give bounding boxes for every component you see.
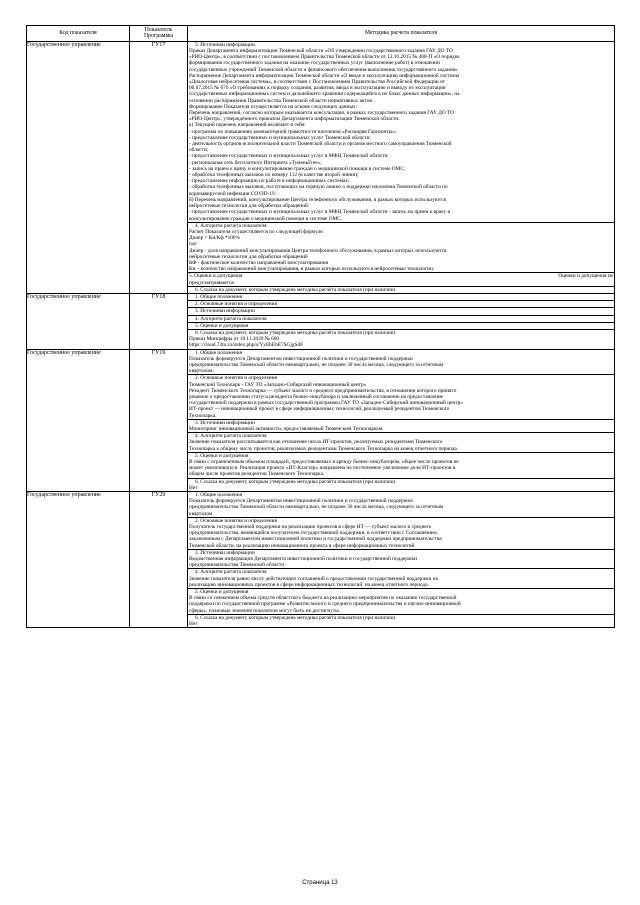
assumptions-right-text: Оценки и допущения не (558, 273, 613, 280)
methodology-section (188, 42, 614, 223)
section-heading: 4. Алгоритм расчета показателя (195, 222, 267, 229)
methodology-section (188, 492, 614, 518)
header-methodology: Методика расчета показателя (188, 26, 615, 42)
indicator-code-cell: Государственное управление (27, 293, 130, 349)
section-heading: 6. Ссылка на документ, которым утверждена методика расчёта показателя (при наличии) (195, 286, 396, 293)
section-text-line: Кн – количество направлений консультирования, в рамках которых используются нейросетевые технологии. (189, 266, 435, 273)
section-text-line: где: (189, 241, 198, 248)
section-heading: 2. Основные понятия и определения (195, 375, 277, 382)
program-indicator-cell: ГУ20 (130, 492, 188, 628)
table-header-row (27, 26, 615, 42)
header-program-indicator: Показатель Программы (130, 26, 188, 42)
section-text-line: Формирование Показателя осуществляется на основе следующих данных: (189, 103, 358, 110)
section-text-line: Нет (189, 621, 198, 628)
section-text-line: В связи с ограниченным объемом площадей, предоставляемых в аренду бизнес-инкубатором, общее число проектов не (189, 459, 459, 466)
section-heading: 2. Основные понятия и определения (195, 517, 277, 524)
section-text-line: - предоставление государственных и муниципальных услуг в МФЦ Тюменской области; (189, 153, 389, 160)
methodology-cell (188, 492, 615, 628)
methodology-section (188, 308, 614, 315)
section-text-line: Технопарка к общему числу проектов, реализуемых резидентами Тюменского Технопарка на конец отчетного периода. (189, 445, 459, 452)
section-text-line: б) Перечень направлений, консультирование Центра телефонного обслуживания, в рамках которых используются (189, 196, 446, 203)
section-heading: 2. Основные понятия и определения (195, 301, 277, 308)
section-text-line: коронавирусной инфекции COVID-19. (189, 190, 277, 197)
program-indicator-cell: ГУ17 (130, 41, 188, 293)
program-indicator-cell: ГУ18 (130, 293, 188, 349)
methodology-section (188, 330, 614, 349)
section-text-line: кварталом. (189, 368, 214, 375)
section-text-line: - обработка телефонных вызовов, поступающих на горячую линию о поддержке населения Тюменской области по (189, 184, 448, 191)
methodology-section (188, 294, 614, 301)
section-text-line: области; (189, 147, 209, 154)
section-text-line: - предоставление государственных и муниципальных услуг Тюменской области; (189, 134, 371, 141)
methodology-section (188, 273, 614, 286)
section-text-line: сферы», плановые значения показателя могут быть не достигнуты. (189, 607, 341, 614)
header-indicator-code: Код показателя (27, 26, 130, 42)
section-text-line: Показатель формируется Департаментом инвестиционной политики и государственной поддержки (189, 498, 413, 505)
section-heading: 3. Источники информации (195, 419, 255, 426)
methodology-section (188, 301, 614, 308)
methodology-section (188, 453, 614, 479)
section-text-line: Резидент Тюменского Технопарка — субъект малого и среднего предпринимательства, в отношении которого принято (189, 387, 457, 394)
section-text-line: реализацию инновационных проектов в сфере информационных технологий, на конец отчетного периода. (189, 581, 429, 588)
section-heading: 1. Общие положения (195, 293, 243, 300)
section-text-line: - предоставление информации по работе в информационных системах; (189, 178, 350, 185)
section-text-line: поддержки по государственной программе «Развитие малого и среднего предпринимательства и научно-инновационной (189, 601, 461, 608)
section-text-line: «РИО-Центр», в соответствии с постановлением Правительства Тюменской области от 12.10.2015 № 468-П «О порядке (189, 54, 460, 61)
section-text-line: Нет (189, 484, 198, 491)
section-text-line: - предоставление государственных и муниципальных услуг в МФЦ Тюменской области - запись на прием к врачу и (189, 209, 451, 216)
section-text-line: Распоряжение Департамента информатизации Тюменской области «О вводе в эксплуатацию информационной системы (189, 72, 460, 79)
methodology-section (188, 433, 614, 453)
section-text-line: «РИО-Центр», утверждённого приказом Департамента информатизации Тюменской области: (189, 116, 400, 123)
section-text-line: Днапр - доля направлений консультирования Центра телефонного обслуживания, в рамках которых используются (189, 247, 447, 254)
methodology-section (188, 316, 614, 323)
section-text-line: Получатель государственной поддержки на реализацию проектов в сфере ИТ — субъект малого и среднего (189, 524, 432, 531)
section-text-line: Расчет Показателя осуществляется по следующей формуле: (189, 228, 325, 235)
section-heading: 1. Общие положения (195, 492, 243, 499)
table-row (27, 492, 615, 628)
methodology-cell (188, 293, 615, 349)
section-heading: 4. Алгоритм расчета показателя (195, 569, 267, 576)
section-text-line: государственных информационных систем и дальнейшего хранения содержащейся в их базах данных информации», на (189, 91, 460, 98)
section-heading: 6. Ссылка на документ, которым утверждена методика расчёта показателя (при наличии) (195, 478, 396, 485)
section-text-line: Днапр = Кн/Кф *100% (189, 235, 240, 242)
section-heading: 5. Оценки и допущения (195, 322, 249, 329)
section-text-line: Тюменской области, на реализацию инновационного проекта в сфере информационных технологий (189, 542, 415, 549)
indicator-code-cell: Государственное управление (27, 492, 130, 628)
methodology-section (188, 518, 614, 550)
section-heading: 5. Оценки и допущения (195, 452, 249, 459)
section-heading: 6. Ссылка на документ, которым утверждена методика расчёта показателя (при наличии) (195, 614, 396, 621)
section-text-line: «Диалоговая нейросетевая система», в соответствии с Постановлением Правительства Российской Федерации от (189, 79, 445, 86)
section-text-line: предпринимательства, являющийся получателем государственной поддержки, в соответствии с Соглашением, (189, 530, 438, 537)
section-heading: 5. Оценки и допущения (195, 589, 249, 596)
section-text-line: государственных учреждений Тюменской области и финансового обеспечения выполнения государственного задания» (189, 66, 458, 73)
section-text-line: 06.07.2015 № 676 «О требованиях к порядку создания, развития, ввода в эксплуатацию и выводу из эксплуатации (189, 85, 446, 92)
section-text-line: нейросетевые технологии для обработки обращений: (189, 203, 310, 210)
methodology-section (188, 223, 614, 274)
section-text-line: а) Текущий перечень направлений включает в себя: (189, 122, 306, 129)
methodology-cell (188, 349, 615, 491)
section-text-line: общем числе проектов резидентов Тюменского Технопарка. (189, 471, 325, 478)
section-heading: 3. Источники информации (195, 308, 255, 315)
section-text-line: КФ - фактическое количество направлений консультирования (189, 259, 329, 266)
section-text-line: основании распоряжения Правительства Тюменской области нормативных актов. (189, 97, 374, 104)
section-text-line: - программа по повышению компьютерной грамотности населения «Расширяя Горизонты»; (189, 128, 397, 135)
section-text-line: предпринимательства Тюменской области ежеквартально, не позднее 30 числа месяца, следующего за отчетным (189, 361, 444, 368)
indicator-table (26, 25, 615, 628)
section-text-line: Показатель формируется Департаментом инвестиционной политики и государственной поддержки (189, 355, 413, 362)
section-text-line: Перечень направлений, согласно которым оказывается консультация, в рамках государственного задания ГАУ ДО ТО (189, 110, 454, 117)
section-text-line: решение о предоставлении статуса резидента бизнес-инкубатора и заключенный соглашение на предоставление (189, 393, 444, 400)
section-text-line: - региональная сеть бесплатного Интернета «ТуменьFree»; (189, 159, 322, 166)
methodology-section (188, 569, 614, 589)
section-text-line: Значение показателя равно числу действующих соглашений о предоставлении государственной поддержки на (189, 575, 438, 582)
section-heading: 4. Алгоритм расчета показателя (195, 433, 267, 440)
methodology-cell (188, 41, 615, 293)
section-text-line: нейросетевые технологии для обработки обращений (189, 253, 308, 260)
table-row (27, 349, 615, 491)
section-text-line: В связи со снижением объема средств областного бюджета на реализацию мероприятия по оказанию государственной (189, 595, 457, 602)
section-text-line: Ведомственная информация Департамента инвестиционной политики и государственной поддержки (189, 556, 417, 563)
section-text-line: предпринимательства Тюменской области (189, 562, 285, 569)
section-text-line: Технопарка. (189, 412, 217, 419)
methodology-section (188, 589, 614, 615)
table-row (27, 293, 615, 349)
section-heading: 4. Алгоритм расчета показателя (195, 315, 267, 322)
section-text-line: Мониторинг инновационной активности, предоставляемый Тюменским Технопарком. (189, 426, 384, 432)
section-text-line: может увеличиваться. Реализация проекта «ИТ-Кластер» направлена на постепенное увеличение доли ИТ-проектов в (189, 465, 456, 472)
section-text-line: государственной поддержки в рамках государственной программы ГАУ ТО «Западно-Сибирский инновационный центр» (189, 400, 463, 407)
section-heading: 3. Источники информации. (195, 41, 257, 48)
section-text-line: кварталом. (189, 510, 214, 517)
section-text-line: Тюменский Технопарк - ГАУ ТО «Западно-Сибирский инновационный центр» (189, 381, 367, 388)
methodology-section (188, 420, 614, 433)
section-text-line: консультирование граждан о медицинской помощи в системе ОМС. (189, 215, 343, 222)
section-text-line: - запись на прием к врачу и консультирование граждан о медицинской помощи в системе ОМС; (189, 165, 406, 172)
section-heading: 6. Ссылка на документ, которым утверждена методика расчёта показателя (при наличии) (195, 329, 396, 336)
section-text-line: предпринимательства Тюменской области ежеквартально, не позднее 30 числа месяца, следующего за отчетным (189, 504, 444, 511)
methodology-section (188, 323, 614, 330)
section-text-line: Приказ Департамента информатизации Тюменской области «Об утверждении государственного задания ГАУ ДО ТО (189, 48, 453, 55)
section-text-line: формирования государственного задания на оказание государственных услуг (выполнение работ) в отношении (189, 60, 440, 67)
section-text-line: Значение показателя рассчитывается как отношение числа ИТ-проектов, реализуемых резидентами Тюменского (189, 439, 443, 446)
methodology-section (188, 615, 614, 627)
methodology-section (188, 350, 614, 376)
page-number: Страница 13 (302, 880, 338, 886)
methodology-section (188, 287, 614, 293)
indicator-code-cell: Государственное управление (27, 41, 130, 293)
section-heading: 3. Источники информации (195, 549, 255, 556)
section-heading: 1. Общие положения (195, 349, 243, 356)
section-text-line: заключенным с Департаментом инвестиционной политики и государственной поддержки предпринимательства (189, 536, 442, 543)
section-text-line: Приказ Минцифры от 18.11.2020 № 600 (189, 336, 280, 343)
methodology-section (188, 479, 614, 491)
section-text-line: - обработка телефонных вызовов по номеру 112 (в качестве второй линии); (189, 172, 359, 179)
section-text-line: https://cloud.72to.ru/index.php/s/YyEbEbE7SGjgSdF (189, 342, 304, 349)
section-text-line: ИТ-проект — инновационный проект в сфере информационных технологий, реализуемый резидентом Тюменского (189, 406, 450, 413)
program-indicator-cell: ГУ19 (130, 349, 188, 491)
section-text-line: предусматриваются. (189, 279, 236, 286)
assumptions-left-text: 5. Оценки и допущения (189, 273, 243, 280)
table-row (27, 41, 615, 293)
section-text-line: - деятельность органов исполнительной власти Тюменской области и органов местного самоуправления Тюменской (189, 141, 452, 148)
methodology-section (188, 375, 614, 419)
indicator-code-cell: Государственное управление (27, 349, 130, 491)
methodology-section (188, 550, 614, 570)
